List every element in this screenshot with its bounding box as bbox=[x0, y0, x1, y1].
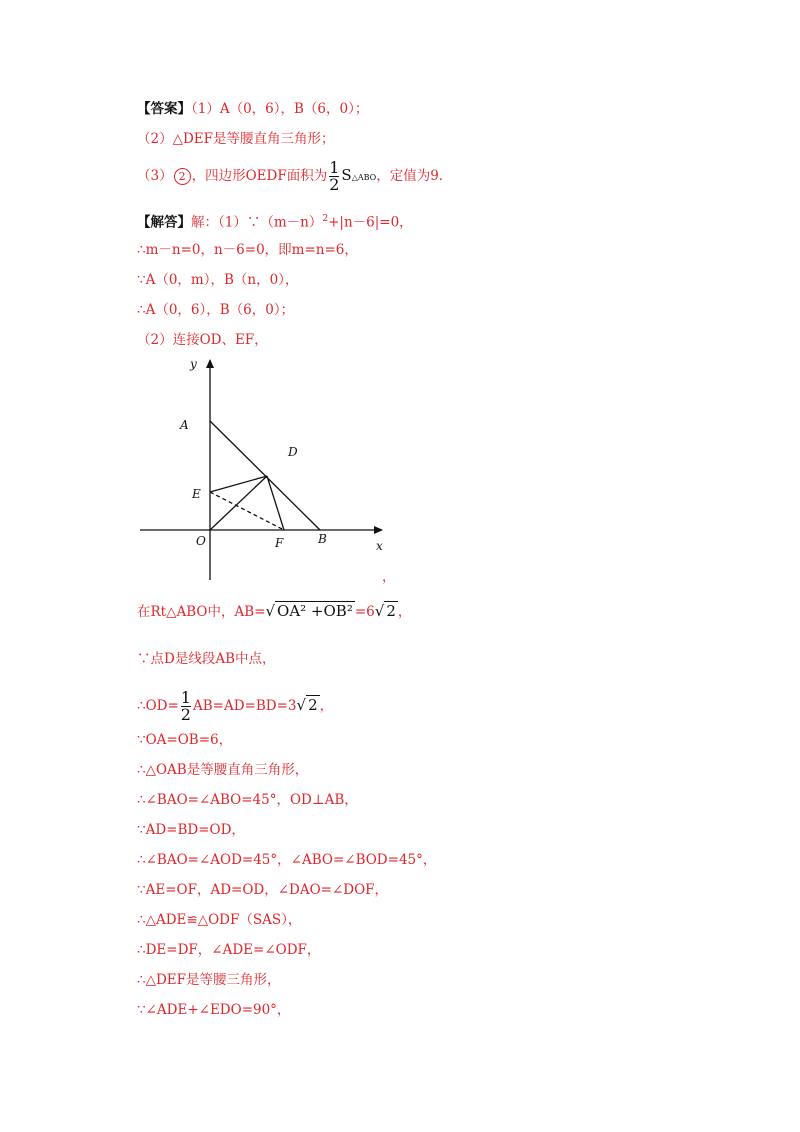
label-y: y bbox=[190, 357, 197, 371]
solution-line-ab bbox=[137, 602, 411, 621]
label-b: B bbox=[318, 532, 327, 546]
solution-line-13 bbox=[137, 761, 308, 779]
solution-line-2 bbox=[137, 241, 358, 259]
circled-number: 2 bbox=[174, 168, 191, 185]
answer-line-3 bbox=[137, 160, 452, 193]
line-text: ∵OA=OB=6， bbox=[137, 732, 233, 748]
solution-line-21 bbox=[137, 1001, 290, 1019]
solution-line-midpoint bbox=[137, 650, 276, 668]
segment-ef-dashed bbox=[210, 492, 284, 530]
line-text: ∴DE=DF，∠ADE=∠ODF， bbox=[137, 942, 321, 958]
fraction-denominator: 2 bbox=[329, 175, 340, 194]
solution-heading: 【解答】 bbox=[137, 214, 191, 231]
solution-1-text: 解：（1）∵（m－n） bbox=[191, 214, 323, 231]
solution-line-14 bbox=[137, 791, 358, 809]
ab-eq: =6 bbox=[354, 604, 375, 620]
line-text: ∵AE=OF，AD=OD，∠DAO=∠DOF， bbox=[137, 882, 389, 898]
answer-2-text: （2）△DEF是等腰直角三角形； bbox=[137, 131, 335, 147]
od-pre: ∴OD= bbox=[137, 698, 179, 714]
fraction-denominator: 2 bbox=[180, 705, 191, 724]
line-text: ∴m－n=0，n－6=0，即m=n=6， bbox=[137, 242, 358, 258]
answer-3-post: ，定值为9． bbox=[376, 168, 453, 184]
solution-line-18 bbox=[137, 911, 301, 929]
exponent: 2 bbox=[322, 214, 329, 224]
solution-line-od bbox=[137, 690, 333, 723]
od-mid: AB=AD=BD=3 bbox=[192, 698, 297, 714]
radicand: OA² +OB² bbox=[277, 602, 353, 620]
line-text: ∴∠BAO=∠ABO=45°，OD⊥AB， bbox=[137, 792, 358, 808]
od-post: ， bbox=[319, 698, 334, 714]
figure-comma bbox=[382, 568, 396, 586]
line-text: ∴△DEF是等腰三角形， bbox=[137, 972, 281, 988]
area-symbol bbox=[341, 166, 376, 184]
line-text: ∴△ADE≌△ODF（SAS）， bbox=[137, 912, 302, 928]
label-o: O bbox=[196, 534, 206, 548]
answer-3-pre: （3） bbox=[137, 168, 173, 184]
answer-1-text: （1）A（0，6），B（6，0）； bbox=[191, 101, 369, 117]
sqrt-two-od: √ 2 bbox=[296, 696, 318, 714]
label-d: D bbox=[288, 445, 298, 459]
answer-line-2 bbox=[137, 130, 335, 148]
solution-line-15 bbox=[137, 821, 245, 839]
radicand: 2 bbox=[308, 696, 318, 714]
solution-line-17 bbox=[137, 881, 388, 899]
comma: ， bbox=[382, 569, 396, 585]
solution-line-19 bbox=[137, 941, 320, 959]
fraction-numerator: 1 bbox=[329, 158, 340, 177]
area-subscript: △ABO bbox=[351, 173, 377, 182]
solution-line-16 bbox=[137, 851, 436, 869]
line-text: ∵A（0，m），B（n，0）， bbox=[137, 272, 299, 288]
label-a: A bbox=[180, 418, 189, 432]
answer-line-1 bbox=[137, 100, 368, 118]
line-text: ∵∠ADE+∠EDO=90°， bbox=[137, 1002, 291, 1018]
solution-line-20 bbox=[137, 971, 281, 989]
solution-1-text2: +|n－6|=0， bbox=[328, 214, 413, 231]
line-text: ∵AD=BD=OD， bbox=[137, 822, 245, 838]
solution-line-5 bbox=[137, 331, 268, 349]
solution-line-3 bbox=[137, 271, 298, 289]
line-text: ∴A（0，6），B（6，0）； bbox=[137, 302, 295, 318]
area-s: S bbox=[341, 166, 352, 184]
ab-pre: 在Rt△ABO中，AB= bbox=[137, 604, 266, 620]
answer-3-mid: ，四边形OEDF面积为 bbox=[191, 168, 328, 184]
solution-line-12 bbox=[137, 731, 232, 749]
ab-post: ， bbox=[397, 604, 412, 620]
sqrt-two: √ 2 bbox=[374, 602, 396, 620]
line-text: ∴△OAB是等腰直角三角形， bbox=[137, 762, 309, 778]
fraction-numerator: 1 bbox=[180, 688, 191, 707]
label-x: x bbox=[376, 539, 383, 553]
radicand-two: 2 bbox=[386, 602, 396, 620]
line-text: ∴∠BAO=∠AOD=45°，∠ABO=∠BOD=45°， bbox=[137, 852, 437, 868]
fraction-half-od bbox=[181, 690, 191, 723]
line-text: （2）连接OD、EF， bbox=[137, 332, 268, 348]
solution-line-1 bbox=[137, 210, 413, 232]
solution-line-4 bbox=[137, 301, 294, 319]
sqrt-expression: √ OA² +OB² bbox=[265, 602, 353, 620]
geometry-figure bbox=[130, 350, 410, 590]
label-f: F bbox=[275, 536, 284, 550]
fraction-half bbox=[329, 160, 339, 193]
answer-heading: 【答案】 bbox=[137, 101, 191, 117]
line-text: ∵点D是线段AB中点， bbox=[137, 651, 276, 667]
label-e: E bbox=[192, 487, 201, 501]
